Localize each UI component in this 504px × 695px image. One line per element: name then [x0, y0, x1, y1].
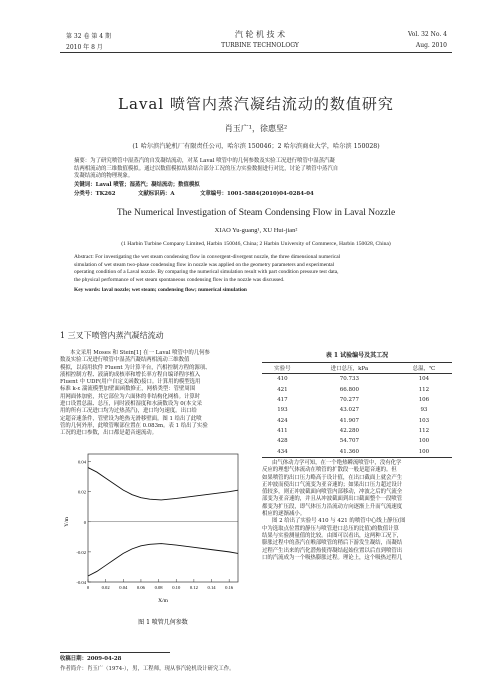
abstract-en-line: simulation of wet steam two-phase condensing flow in nozzle was applied on the geometry parameters and experimental [74, 261, 335, 268]
table-header: 实验号 [262, 363, 303, 374]
paragraph-line: 数及实验工况进行喷管中湿蒸汽凝结两相流动三维数值 [60, 357, 190, 364]
paragraph-line: 膨胀过程中的蒸汽在喉部喷管的稍后下游发生凝结，而凝结 [262, 540, 403, 547]
paragraph-line: 值较多，则正冲波截面向喷管内部移动，冲波之后的气流全 [262, 489, 403, 496]
table-header: 进口总压，kPa [303, 363, 396, 374]
conditions-table [262, 362, 452, 458]
section-title: 1 三叉下喷管内蒸汽凝结流动 [60, 331, 164, 340]
y-tick-label: 0.04 [77, 459, 86, 465]
table-row [262, 446, 452, 457]
footnote-rule [60, 652, 170, 653]
x-tick-label: 0.06 [136, 585, 145, 590]
paragraph-line: 本文采用 Moses 和 Stein[1] 在一 Laval 喷管中的几何参 [70, 350, 210, 356]
table-cell: 106 [418, 397, 430, 404]
abstract-cn-line: 结两相流动的三维数值模拟。通过以数值模拟结果结合部分工况的压力实验数据进行对比，讨论了喷管中蒸汽自 [74, 165, 339, 172]
doc-code: 文献标识码：A [138, 191, 175, 197]
table-row [262, 374, 452, 385]
keywords-cn: 关键词：Laval 喷管；湿蒸汽；凝结流动；数值模拟 [74, 182, 200, 188]
table-row [262, 415, 452, 425]
table-row [262, 436, 452, 446]
header-rule [60, 52, 452, 53]
affiliation-en: (1 Harbin Turbine Company Limited, Harbin 150046, China; 2 Harbin University of Commerce, Harbin 150028, China) [121, 241, 391, 247]
table-cell: 70.733 [339, 376, 359, 383]
paragraph-line: 正冲波而使出口气流变为亚音速的；如果出口压力超过设计 [262, 481, 403, 488]
x-tick-label: 0.14 [207, 585, 216, 590]
table-cell: 104 [418, 376, 430, 383]
journal-name-en: TURBINE TECHNOLOGY [221, 42, 299, 49]
left-column-text [60, 350, 250, 438]
table-cell: 417 [277, 397, 288, 404]
x-tick-label: 0.04 [119, 585, 128, 590]
abstract-en-line: the physical performance of wet steam spontaneous condensing flow in the nozzle was discussed. [74, 276, 285, 283]
paragraph-line: 液相控制方程、液滴的成核率和增长率方程自编译程序植入 [60, 371, 201, 378]
table-row [262, 405, 452, 415]
y-tick-label: -0.04 [76, 580, 86, 585]
paragraph-line: 标准 k-ε 湍流模型加壁面函数修正，网格类型：管壁周围 [60, 386, 196, 393]
table-cell: 421 [277, 386, 288, 393]
table-cell: 434 [262, 446, 303, 457]
paragraph-line: 定超音速条件，管壁设为绝热无滑移壁面。图 1 给出了此喷 [60, 415, 202, 422]
x-tick-label: 0.02 [101, 585, 110, 590]
abstract-en [74, 254, 444, 284]
paragraph-line: 都变为扩压段，即气体压力沿流动方向逐渐上升而气流速度 [262, 503, 403, 510]
paragraph-line: 管的几何外形，此喷管喉部位置在 0.083m。表 1 给出了实验 [60, 422, 208, 429]
abstract-cn-line: 发凝结流动的物理现象。 [74, 173, 134, 180]
table-cell: 428 [277, 438, 288, 445]
y-tick-label: 0 [83, 519, 86, 525]
x-tick-label: 0 [86, 585, 90, 590]
journal-month: Aug. 2010 [415, 42, 447, 49]
table-cell: 193 [277, 407, 288, 414]
paragraph-line: 用网面体加密，其它部位为六面体的非结构化网格。计算时 [60, 393, 201, 400]
paragraph-line: 模拟，以商用软件 Fluent 为计算平台，汽相控制方程的源项、 [60, 364, 211, 371]
journal-volume: 第 32 卷 第 4 期 [66, 33, 111, 40]
journal-date: 2010 年 8 月 [66, 44, 103, 51]
table-cell: 41.907 [339, 417, 359, 424]
class-number: 分类号：TK262 [74, 191, 116, 197]
paragraph-line: 结果与实验测量值的比较。由图可以看出，这两种工况下， [262, 532, 403, 539]
table-cell: 100 [396, 446, 452, 457]
table-cell: 54.707 [339, 438, 359, 445]
y-axis-label: Y/m [64, 517, 70, 527]
paper-title: Laval 喷管内蒸汽凝结流动的数值研究 [118, 95, 394, 113]
table-cell: 103 [418, 417, 430, 424]
plot-frame [88, 454, 238, 582]
table-cell: 66.800 [339, 386, 359, 393]
x-tick-label: 0.16 [225, 585, 234, 590]
table-cell: 93 [420, 407, 428, 414]
paper-title-en: The Numerical Investigation of Steam Condensing Flow in Laval Nozzle [116, 208, 396, 218]
x-tick-label: 0.10 [172, 585, 181, 590]
table-header: 总温，℃ [396, 363, 452, 374]
y-tick-label: -0.02 [76, 549, 86, 555]
right-column-text [262, 460, 454, 562]
table-cell: 41.360 [303, 446, 396, 457]
x-tick-label: 0.12 [189, 585, 198, 590]
abstract-en-line: operating condition of a Laval nozzle. By comparing the numerical simulation result with part condition pressure test data, [74, 269, 339, 276]
paragraph-line: 反应的理想气体流动在喷管的扩散段一般是超音速的。但 [262, 467, 397, 474]
table-cell: 43.027 [339, 407, 359, 414]
journal-issue: Vol. 32 No. 4 [407, 31, 447, 38]
paragraph-line: Fluent 中 UDF(用户自定义函数)接口。计算用的模型选用 [60, 379, 201, 386]
table-row [262, 426, 452, 436]
table-cell: 112 [418, 427, 430, 434]
upper-wall-line [88, 468, 238, 500]
article-id: 文章编号：1001-5884(2010)04-0284-04 [200, 191, 314, 197]
figure-caption: 图 1 喷管几何参数 [138, 619, 188, 626]
table-cell: 411 [277, 427, 288, 434]
y-tick-label: 0.02 [77, 489, 86, 495]
paragraph-line: 图 2 给出了实验号 410 与 421 的喷管中心线上静压(图 [272, 518, 406, 525]
paragraph-line: 由气体动力学可知，在一个绝热瞬流喷管中，没有化学 [272, 460, 402, 466]
paragraph-line: 中为选取点位置的静压与喷管进口总压的比值)的数值计算 [262, 525, 399, 532]
received-date: 收稿日期：2009-04-28 [60, 656, 122, 662]
paragraph-line: 过程产生出来的汽化潜热使得凝结起始位置以后直到喷管出 [262, 547, 403, 554]
figure-nozzle-geometry [60, 448, 250, 636]
paragraph-line: 部变为亚音速的，并且从冲波截面到出口截面整个一段喷管 [262, 496, 403, 503]
affiliation: (1 哈尔滨汽轮机厂有限责任公司，哈尔滨 150046；2 哈尔滨商业大学，哈尔滨 150028) [132, 143, 380, 150]
table-cell: 410 [277, 376, 288, 383]
paragraph-line: 用的所有工况进口均为过热蒸汽)，进口均匀速度。出口给 [60, 408, 197, 415]
abstract-cn [74, 158, 442, 181]
table-cell: 112 [418, 386, 430, 393]
x-axis-label: X/m [158, 598, 168, 604]
table-cell: 70.277 [339, 397, 359, 404]
paragraph-line: 相应的逐渐减小。 [262, 511, 306, 518]
author-bio: 作者简介：肖玉广（1974-），男，工程师，现从事汽轮机设计研究工作。 [60, 666, 235, 672]
lower-wall-line [88, 544, 238, 576]
keywords-en: Key words: laval nozzle; wet steam; condensing flow; numerical simulation [74, 287, 247, 293]
paragraph-line: 如果喷管的出口压力略高于设计值，在出口截面上就会产生 [262, 474, 403, 481]
table-cell: 100 [418, 438, 430, 445]
journal-name-cn: 汽 轮 机 技 术 [234, 30, 286, 39]
authors-en: XIAO Yu-guang¹, XU Hui-jian² [214, 227, 298, 234]
paragraph-line: 口的汽流成为一个吸热膨胀过程。理论上，这个吸热过程几 [262, 554, 403, 561]
paragraph-line: 工况的进口参数，出口都是超音速流动。 [60, 430, 158, 437]
table-title: 表 1 试验编号及其工况 [325, 352, 389, 359]
table-cell: 424 [277, 417, 288, 424]
abstract-en-line: Abstract: For investigating the wet steam condensing flow in convergent-divergent nozzle, the three dimensional numerical [74, 254, 341, 260]
authors: 肖玉广¹，徐惠坚² [224, 124, 288, 133]
abstract-cn-line: 摘要：为了研究喷管中湿蒸汽的自发凝结流动，对某 Laval 喷管中的几何参数及实验工况进行喷管中湿蒸汽凝 [74, 158, 335, 164]
x-tick-label: 0.08 [154, 585, 163, 590]
paragraph-line: 进口设置总温、总压，同时液相湿度和水滴数设为 0(本文采 [60, 401, 203, 408]
table-row [262, 385, 452, 395]
table-row [262, 395, 452, 405]
table-cell: 42.280 [339, 427, 359, 434]
